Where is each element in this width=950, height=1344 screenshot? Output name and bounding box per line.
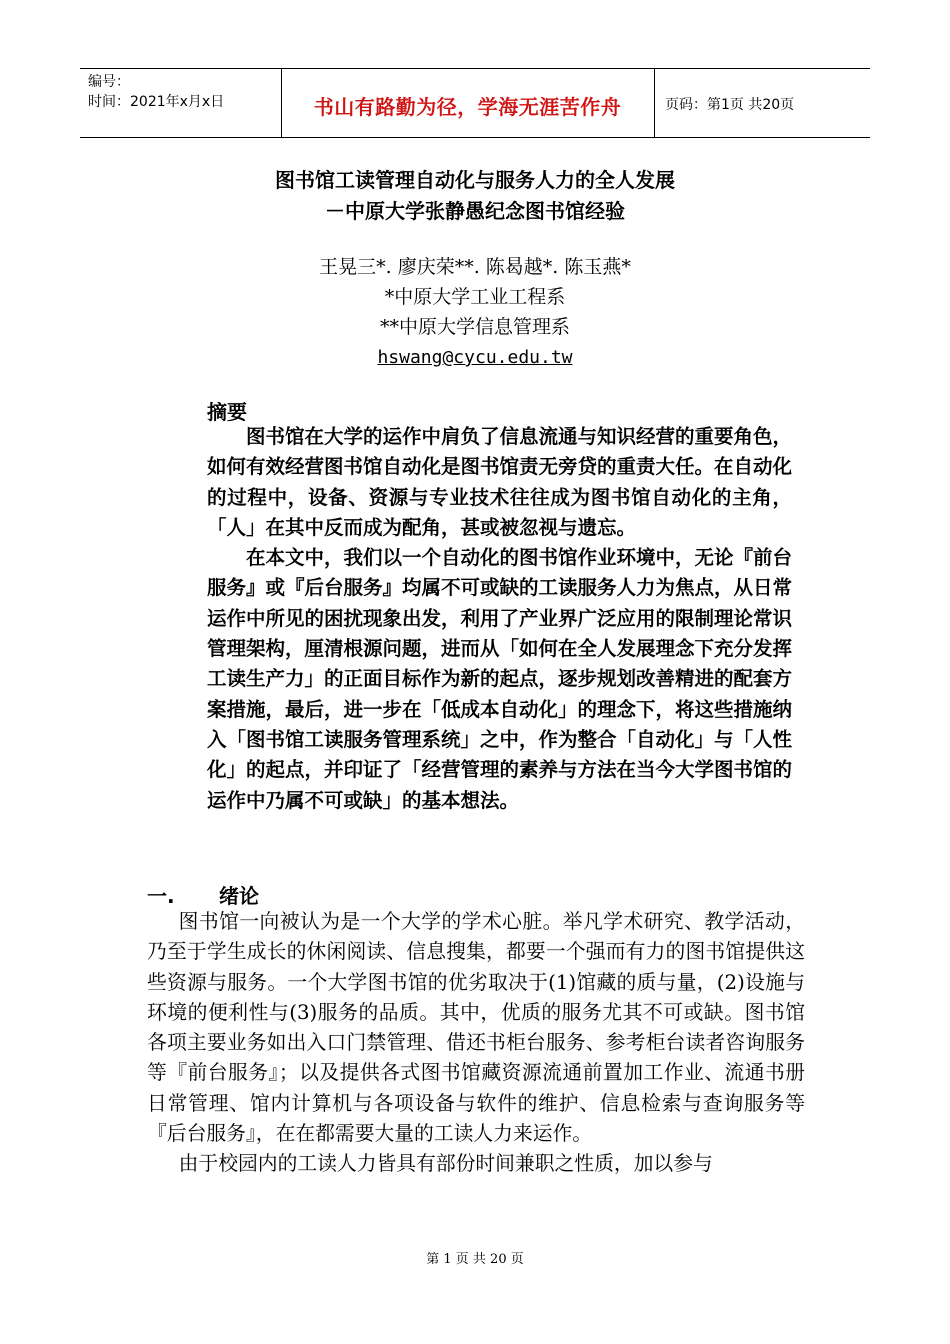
author-block — [0, 252, 950, 373]
document-title: 图书馆工读管理自动化与服务人力的全人发展 — [275, 168, 675, 192]
header-table — [80, 68, 870, 138]
affiliation-2: **中原大学信息管理系 — [379, 316, 570, 338]
author-email-link[interactable]: hswang@cycu.edu.tw — [377, 347, 573, 368]
section-heading — [147, 880, 259, 909]
header-motto: 书山有路勤为径，学海无涯苦作舟 — [313, 95, 622, 119]
section-number: 一. — [147, 884, 175, 908]
author-names: 王晃三*. 廖庆荣**. 陈曷越*. 陈玉燕* — [319, 256, 631, 278]
header-divider — [654, 69, 655, 137]
section-body — [147, 907, 805, 1180]
abstract-heading: 摘要 — [207, 400, 247, 424]
body-paragraph: 由于校园内的工读人力皆具有部份时间兼职之性质，加以参与 — [178, 1152, 713, 1176]
body-paragraph: 图书馆一向被认为是一个大学的学术心脏。举凡学术研究、教学活动，乃至于学生成长的休闲阅读、信息搜集，都要一个强而有力的图书馆提供这些资源与服务。一个大学图书馆的优劣取决于(1)馆藏的质与量，(2)设施与环境的便利性与(3)服务的品质。其中，优质的服务尤其不可或缺。图书馆各项主要业务如出入口门禁管理、借还书柜台服务、参考柜台读者咨询服务等『前台服务』；以及提供各式图书馆藏资源流通前置加工作业、流通书册日常管理、馆内计算机与各项设备与软件的维护、信息检索与查询服务等『后台服务』，在在都需要大量的工读人力来运作。 — [147, 910, 805, 1146]
page-footer: 第 1 页 共 20 页 — [426, 1252, 524, 1267]
abstract-paragraph: 在本文中，我们以一个自动化的图书馆作业环境中，无论『前台服务』或『后台服务』均属不可或缺的工读服务人力为焦点，从日常运作中所见的困扰现象出发，利用了产业界广泛应用的限制理论常识管理架构，厘清根源问题，进而从「如何在全人发展理念下充分发挥工读生产力」的正面目标作为新的起点，逐步规划改善精进的配套方案措施，最后，进一步在「低成本自动化」的理念下，将这些措施纳入「图书馆工读服务管理系统」之中，作为整合「自动化」与「人性化」的起点，并印证了「经营管理的素养与方法在当今大学图书馆的运作中乃属不可或缺」的基本想法。 — [207, 546, 793, 812]
affiliation-1: *中原大学工业工程系 — [384, 286, 566, 308]
abstract-paragraph: 图书馆在大学的运作中肩负了信息流通与知识经营的重要角色，如何有效经营图书馆自动化是图书馆责无旁贷的重责大任。在自动化的过程中，设备、资源与专业技术往往成为图书馆自动化的主角，「人」在其中反而成为配角，甚或被忽视与遗忘。 — [207, 425, 793, 539]
number-label: 编号： — [88, 74, 130, 90]
header-page-info: 页码：第1页 共20页 — [665, 97, 795, 113]
time-label: 时间：2021年x月x日 — [88, 94, 225, 110]
header-meta — [88, 72, 224, 112]
document-subtitle: －中原大学张静愚纪念图书馆经验 — [325, 199, 625, 223]
section-title: 绪论 — [219, 884, 259, 908]
abstract-body — [207, 422, 792, 816]
